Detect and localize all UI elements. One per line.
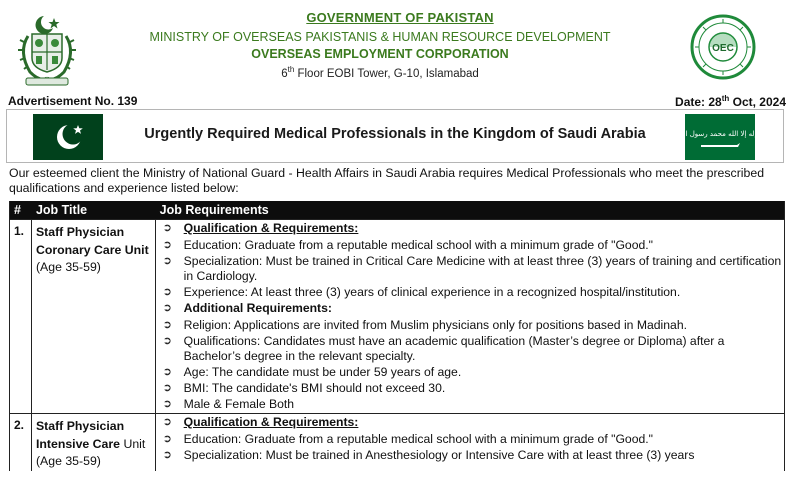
arrow-circle-icon: ➲ [162,239,172,251]
arrow-circle-icon: ➲ [162,222,172,234]
requirement-text: Specialization: Must be trained in Anesthesiology or Intensive Care with at least three (3) years [183,448,695,462]
letterhead [0,0,800,92]
header-job-requirements: Job Requirements [159,203,269,217]
requirement-text: Qualification & Requirements: [183,415,359,429]
requirement-item [160,448,784,463]
requirement-item [160,238,784,253]
intro-paragraph: Our esteemed client the Ministry of National Guard - Health Affairs in Saudi Arabia requires Medical Professionals who meet the prescribed qualifications and experience listed below: [9,166,765,195]
corporation-name: OVERSEAS EMPLOYMENT CORPORATION [251,47,509,61]
arrow-circle-icon: ➲ [162,416,172,428]
requirement-heading [160,415,784,430]
requirement-text: Qualification & Requirements: [183,221,359,235]
requirement-text: Additional Requirements: [183,301,332,315]
requirement-heading [160,301,784,316]
svg-text:لا إله إلا الله محمد رسول الله: لا إله إلا الله محمد رسول الله [677,130,763,138]
advertisement-number: Advertisement No. 139 [8,94,138,108]
arrow-circle-icon: ➲ [162,433,172,445]
saudi-arabia-flag-icon [677,114,763,160]
arrow-circle-icon: ➲ [162,286,172,298]
job-title-cell [32,220,156,413]
row-number: 2. [10,414,32,471]
arrow-circle-icon: ➲ [162,335,172,347]
arrow-circle-icon: ➲ [162,449,172,461]
header-number: # [14,203,21,217]
requirement-text: Experience: At least three (3) years of clinical experience in a recognized hospital/institution. [183,285,681,299]
requirement-item [160,432,784,447]
arrow-circle-icon: ➲ [162,255,172,267]
pakistan-flag-icon [33,114,103,160]
requirement-item [160,254,784,284]
arrow-circle-icon: ➲ [162,366,172,378]
arrow-circle-icon: ➲ [162,302,172,314]
row-number: 1. [10,220,32,413]
job-requirements-table [9,201,785,471]
banner-title: Urgently Required Medical Professionals in the Kingdom of Saudi Arabia [144,126,646,142]
arrow-circle-icon: ➲ [162,382,172,394]
government-title: GOVERNMENT OF PAKISTAN [306,10,494,25]
job-title-age: Unit (Age 35-59) [35,436,146,468]
requirement-item [160,285,784,300]
oec-logo-icon [690,14,756,80]
arrow-circle-icon: ➲ [162,398,172,410]
requirement-text: BMI: The candidate's BMI should not exceed 30. [183,381,446,395]
requirement-text: Specialization: Must be trained in Critical Care Medicine with at least three (3) years of training and certification in Cardiology. [183,254,782,283]
requirements-cell [156,414,784,471]
job-title-name: Staff Physician Coronary Care Unit [35,225,149,257]
requirement-text: Male & Female Both [183,397,295,411]
job-title-age: (Age 35-59) [35,260,101,274]
oec-logo-text: OEC [712,43,734,54]
table-row [10,219,784,413]
requirement-text: Age: The candidate must be under 59 years of age. [183,365,462,379]
requirement-text: Religion: Applications are invited from Muslim physicians only for positions based in Madinah. [183,318,687,332]
requirement-text: Qualifications: Candidates must have an academic qualification (Master’s degree or Diploma) after a Bachelor’s degree in the relevant specialty. [183,334,725,363]
requirement-item [160,334,784,364]
table-body [10,219,784,471]
arrow-circle-icon: ➲ [162,319,172,331]
job-title-name: Staff Physician Intensive Care [35,419,125,451]
requirement-item [160,397,784,412]
requirement-text: Education: Graduate from a reputable medical school with a minimum grade of "Good." [183,238,653,252]
header-job-title: Job Title [35,203,88,217]
office-address: 6th Floor EOBI Tower, G-10, Islamabad [281,65,479,80]
requirement-item [160,365,784,380]
requirement-item [160,381,784,396]
table-row [10,413,784,471]
requirement-item [160,318,784,333]
job-title-cell [32,414,156,471]
requirement-text: Education: Graduate from a reputable medical school with a minimum grade of "Good." [183,432,653,446]
requirement-heading [160,221,784,236]
table-header [10,201,784,219]
ministry-name: MINISTRY OF OVERSEAS PAKISTANIS & HUMAN RESOURCE DEVELOPMENT [149,30,611,44]
advertisement-date: Date: 28th Oct, 2024 [675,94,786,109]
requirements-cell [156,220,784,413]
title-banner [6,109,784,163]
